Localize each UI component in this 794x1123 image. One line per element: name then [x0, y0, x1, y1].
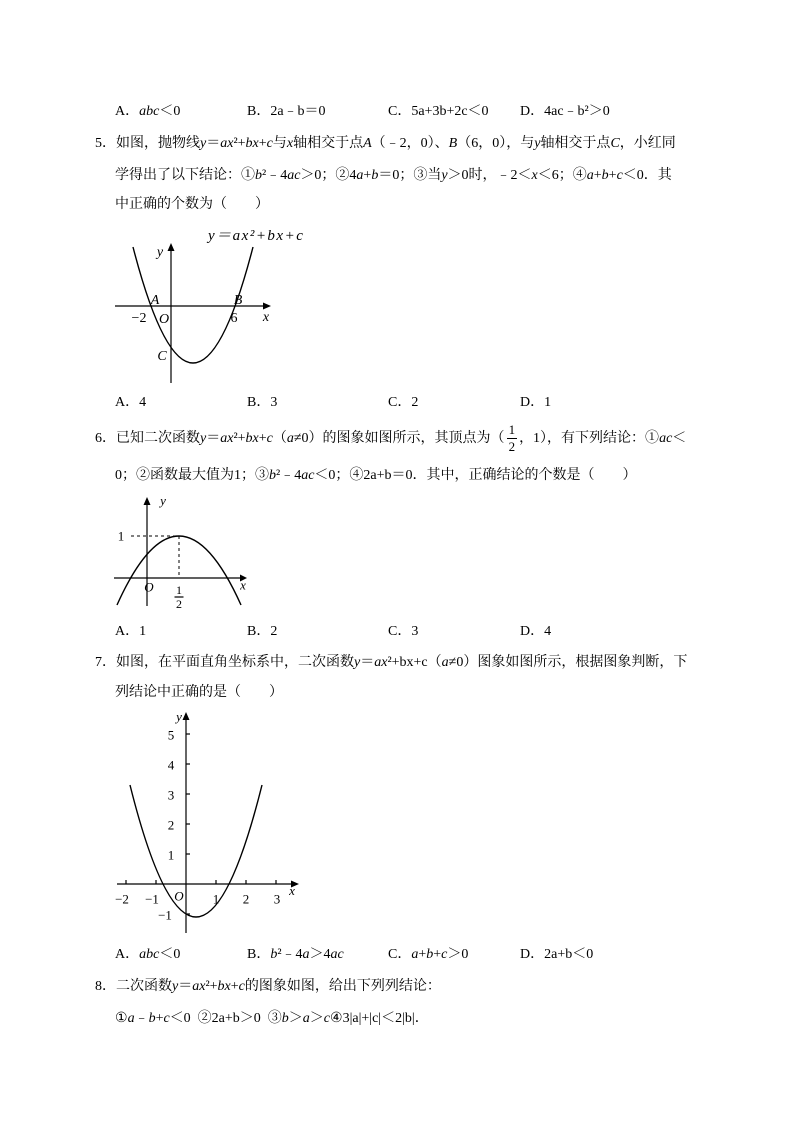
math-variable: C [610, 136, 620, 151]
q7-parabola-graph [105, 705, 305, 940]
q4-option-a [115, 102, 180, 122]
text-run: D．2a+b＜0 [520, 947, 594, 962]
q7-option-b [247, 945, 344, 965]
q6-line-1 [95, 422, 686, 455]
point-c-label: C [157, 349, 167, 364]
text-run: ＜ [672, 431, 687, 446]
q4-option-b [247, 102, 326, 122]
text-run: ＞4 [309, 947, 331, 962]
x-tick-label: 3 [273, 891, 281, 907]
text-run: 轴相交于点 [540, 136, 611, 151]
vertex-x-numerator: 1 [176, 583, 182, 597]
q5-line-3 [115, 195, 269, 215]
text-run: ＞0时，﹣2＜ [447, 168, 532, 183]
math-variable: ac [330, 947, 344, 962]
text-run: ＞ [288, 1011, 303, 1026]
x-axis-label: x [240, 577, 246, 593]
text-run: ＜0 [159, 947, 181, 962]
text-run: ＜0．其 [622, 168, 672, 183]
q6-option-c [388, 622, 418, 642]
q5-option-c [388, 393, 418, 413]
q5-option-a [115, 393, 146, 413]
text-run: ＝ [360, 655, 375, 670]
graph1-equation-label: y＝ax²+bx+c [208, 228, 305, 244]
text-run: 8．二次函数 [95, 979, 172, 994]
math-variable: c [266, 136, 273, 151]
math-variable: x [531, 168, 538, 183]
text-run: ＜0 [159, 104, 181, 119]
text-run: ²﹣4 [277, 947, 303, 962]
q6-option-b [247, 622, 277, 642]
math-variable: b [270, 947, 278, 962]
math-variable: a [302, 947, 310, 962]
text-run: ＜0 ②2a+b＞0 ③ [169, 1011, 282, 1026]
point-a-label: A [150, 293, 160, 308]
q5-line-1 [95, 134, 676, 154]
q4-option-c [388, 102, 489, 122]
q8-line-2 [115, 1009, 429, 1029]
q5-option-b [247, 393, 277, 413]
math-variable: b [371, 168, 379, 183]
math-variable: abc [139, 104, 160, 119]
q5-line-2 [115, 166, 672, 186]
text-run: ＜6；④ [537, 168, 587, 183]
math-variable: bx [217, 979, 231, 994]
text-run: + [418, 947, 427, 962]
math-variable: c [266, 431, 273, 446]
text-run: A．1 [115, 624, 147, 639]
text-run: ≠0）的图象如图所示，其顶点为（ [293, 431, 505, 446]
text-run: C． [388, 947, 412, 962]
y-axis-arrow [183, 712, 190, 720]
math-variable: c [238, 979, 245, 994]
text-run: + [155, 1011, 164, 1026]
text-run: ≠0）图象如图所示，根据图象判断，下 [448, 655, 688, 670]
text-run: ²﹣4 [276, 468, 302, 483]
text-run: + [230, 979, 239, 994]
text-run: D．4 [520, 624, 552, 639]
text-run: ＝ [206, 431, 221, 446]
text-run: 5．如图，抛物线 [95, 136, 200, 151]
math-variable: B [448, 136, 458, 151]
math-variable: ax [220, 431, 234, 446]
origin-label: O [158, 312, 170, 327]
text-run: ＜0；④2a+b＝0．其中，正确结论的个数是（ ） [314, 468, 637, 483]
math-variable: c [616, 168, 623, 183]
y-axis-arrow [168, 243, 175, 251]
text-run: D．1 [520, 395, 552, 410]
math-variable: a [286, 431, 294, 446]
y-axis-arrow [144, 497, 151, 505]
text-run: C．5a+3b+2c＜0 [388, 104, 489, 119]
math-variable: b [601, 168, 609, 183]
text-run: ²+ [233, 136, 246, 151]
math-variable: bx [245, 136, 259, 151]
x-tick-label: −1 [145, 891, 159, 907]
y-axis-label: y [156, 245, 164, 260]
math-variable: ax [192, 979, 206, 994]
math-variable: A [363, 136, 372, 151]
text-run: B．2 [247, 624, 278, 639]
text-run: A．4 [115, 395, 147, 410]
text-run: 的图象如图，给出下列列结论： [244, 979, 441, 994]
q6-parabola-graph [105, 490, 255, 612]
y-tick-label: 1 [167, 847, 175, 863]
math-variable: y [534, 136, 541, 151]
text-run: ﹣ [134, 1011, 149, 1026]
q7-line-1 [95, 653, 687, 673]
text-run: B．2a﹣b＝0 [247, 104, 326, 119]
text-run: C．3 [388, 624, 419, 639]
math-variable: y [354, 655, 361, 670]
text-run: + [433, 947, 442, 962]
y-axis-label: y [160, 493, 166, 508]
q4-option-d [520, 102, 610, 122]
math-variable: a [441, 655, 449, 670]
vertex-x-denominator: 2 [176, 597, 182, 611]
x-tick-label: 6 [230, 311, 238, 326]
math-variable: ac [301, 468, 315, 483]
math-variable: bx [245, 431, 259, 446]
math-variable: c [323, 1011, 331, 1026]
math-variable: y [200, 136, 207, 151]
q8-line-1 [95, 977, 441, 997]
math-variable: abc [139, 947, 160, 962]
origin-label: O [174, 888, 184, 904]
text-run: + [363, 168, 372, 183]
text-run: 与 [272, 136, 287, 151]
math-variable: y [200, 431, 207, 446]
math-variable: ac [659, 431, 673, 446]
y-axis-ticks [186, 734, 190, 914]
q7-option-d [520, 945, 593, 965]
y-tick-label: −1 [158, 907, 172, 923]
q7-line-2 [115, 683, 283, 703]
text-run: ²﹣4 [262, 168, 288, 183]
q7-option-a [115, 945, 180, 965]
x-axis-label: x [289, 883, 295, 898]
point-b-label: B [233, 293, 243, 308]
text-run: ²+bx+c（ [387, 655, 442, 670]
x-tick-label: 1 [212, 891, 220, 907]
text-run: ① [115, 1011, 128, 1026]
text-run: ＞ [309, 1011, 324, 1026]
text-run: ＞0；②4 [300, 168, 357, 183]
text-run: + [258, 136, 267, 151]
text-run: A． [115, 947, 140, 962]
text-run: ＝ [178, 979, 193, 994]
q5-option-d [520, 393, 551, 413]
fraction [507, 422, 518, 455]
y-tick-label: 2 [167, 817, 175, 833]
math-variable: c [441, 947, 448, 962]
q6-option-a [115, 622, 146, 642]
text-run: ²+ [233, 431, 246, 446]
text-run: ＝ [206, 136, 221, 151]
text-run: + [608, 168, 617, 183]
math-variable: b [255, 168, 262, 183]
text-run: （﹣2，0）、 [371, 136, 449, 151]
math-variable: ax [220, 136, 234, 151]
x-tick-label: −2 [131, 311, 147, 326]
math-variable: b [269, 468, 276, 483]
text-run: ，小红同 [619, 136, 676, 151]
math-variable: a [302, 1011, 310, 1026]
math-variable: ax [374, 655, 388, 670]
math-variable: ac [287, 168, 301, 183]
x-tick-label: −2 [115, 891, 129, 907]
text-run: B． [247, 947, 271, 962]
q7-option-c [388, 945, 468, 965]
text-run: + [258, 431, 267, 446]
text-run: 中正确的个数为（ ） [115, 197, 269, 212]
x-axis-arrow [263, 303, 271, 310]
y-tick-label: 1 [117, 528, 125, 544]
math-variable: x [286, 136, 294, 151]
math-variable: b [281, 1011, 289, 1026]
text-run: B．3 [247, 395, 278, 410]
text-run: 学得出了以下结论：① [115, 168, 255, 183]
math-variable: a [586, 168, 594, 183]
y-tick-label: 4 [167, 757, 175, 773]
math-variable: a [356, 168, 364, 183]
y-tick-label: 5 [167, 727, 175, 743]
y-tick-label: 3 [167, 787, 175, 803]
q6-line-2 [115, 466, 637, 486]
text-run: （6，0），与 [457, 136, 535, 151]
math-variable: b [148, 1011, 156, 1026]
math-variable: a [127, 1011, 135, 1026]
text-run: ²+ [205, 979, 218, 994]
text-run: C．2 [388, 395, 419, 410]
text-run: ＞0 [447, 947, 469, 962]
x-axis-label: x [262, 310, 270, 325]
q5-parabola-graph [100, 222, 315, 390]
math-variable: b [426, 947, 434, 962]
text-run: D．4ac﹣b²＞0 [520, 104, 610, 119]
q6-option-d [520, 622, 551, 642]
text-run: ④3|a|+|c|＜2|b|． [330, 1011, 429, 1026]
math-variable: y [172, 979, 179, 994]
text-run: 7．如图，在平面直角坐标系中，二次函数 [95, 655, 354, 670]
text-run: A． [115, 104, 140, 119]
fraction-denominator: 2 [508, 439, 516, 454]
math-variable: y [441, 168, 448, 183]
math-variable: a [411, 947, 419, 962]
math-variable: c [163, 1011, 170, 1026]
fraction-numerator: 1 [508, 422, 516, 437]
text-run: （ [272, 431, 287, 446]
text-run: 列结论中正确的是（ ） [115, 685, 283, 700]
text-run: 0；②函数最大值为1；③ [115, 468, 269, 483]
origin-label: O [144, 579, 154, 595]
x-tick-label: 2 [242, 891, 250, 907]
text-run: ＝0；③当 [378, 168, 442, 183]
text-run: ，1），有下列结论：① [519, 431, 660, 446]
text-run: 6．已知二次函数 [95, 431, 200, 446]
text-run: + [593, 168, 602, 183]
y-axis-label: y [176, 709, 182, 724]
text-run: 轴相交于点 [293, 136, 364, 151]
